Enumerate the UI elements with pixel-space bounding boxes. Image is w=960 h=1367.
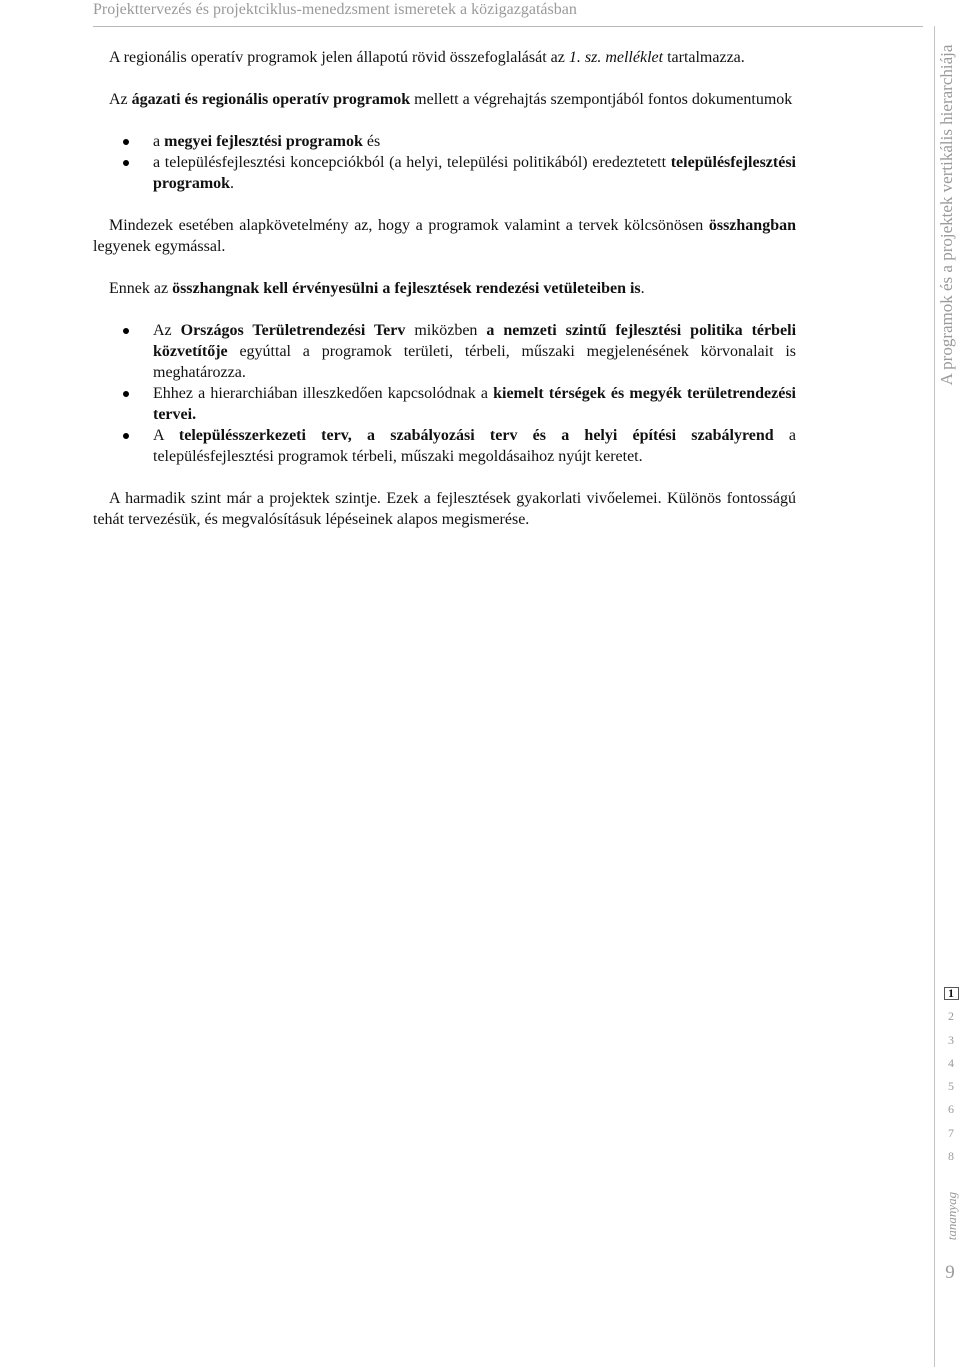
chapter-number: 7 bbox=[948, 1125, 954, 1140]
bullet-icon bbox=[123, 328, 129, 334]
paragraph-documents: Az ágazati és regionális operatív programok mellett a végrehajtás szempontjából fontos dokumentumok bbox=[109, 91, 793, 108]
list-item: Ehhez a hierarchiában illeszkedően kapcsolódnak a kiemelt térségek és megyék területrendezési tervei. bbox=[93, 383, 796, 425]
paragraph-annex-reference: A regionális operatív programok jelen állapotú rövid összefoglalását az 1. sz. melléklet tartalmazza. bbox=[109, 49, 745, 66]
annex-reference: 1. sz. melléklet bbox=[568, 49, 664, 66]
bullet-icon bbox=[123, 433, 129, 439]
chapter-number: 4 bbox=[948, 1055, 954, 1070]
chapter-number: 1 bbox=[944, 987, 959, 1000]
main-content bbox=[93, 47, 796, 530]
chapter-item-2[interactable] bbox=[940, 1009, 960, 1032]
chapter-item-4[interactable] bbox=[940, 1056, 960, 1079]
sidebar-label: tananyag bbox=[944, 1191, 959, 1241]
chapter-item-8[interactable] bbox=[940, 1149, 960, 1172]
chapter-item-3[interactable] bbox=[940, 1033, 960, 1056]
bullet-icon bbox=[123, 139, 129, 145]
page-number: 9 bbox=[945, 1262, 955, 1283]
chapter-number: 6 bbox=[948, 1102, 954, 1117]
list-item: a településfejlesztési koncepciókból (a helyi, települési politikából) eredeztetett településfejlesztési programok. bbox=[93, 152, 796, 194]
sidebar-chapter-title: A programok és a projektek vertikális hierarchiája bbox=[937, 44, 956, 386]
paragraph-projects: A harmadik szint már a projektek szintje. Ezek a fejlesztések gyakorlati vivőelemei. Különös fontosságú tehát tervezésük, és megvalósításuk lépéseinek alapos megismerése. bbox=[93, 490, 796, 528]
chapter-number: 5 bbox=[948, 1079, 954, 1094]
running-header bbox=[93, 0, 923, 27]
paragraph-regulation: Ennek az összhangnak kell érvényesülni a fejlesztések rendezési vetületeiben is. bbox=[109, 280, 645, 297]
list-item: Az Országos Területrendezési Terv miközben a nemzeti szintű fejlesztési politika térbeli közvetítője egyúttal a programok területi, térbeli, műszaki megjelenésének körvonalait is meghatározza. bbox=[93, 320, 796, 383]
bullet-icon bbox=[123, 160, 129, 166]
header-title: Projekttervezés és projektciklus-menedzsment ismeretek a közigazgatásban bbox=[93, 1, 577, 18]
chapter-item-6[interactable] bbox=[940, 1102, 960, 1125]
document-list bbox=[93, 131, 796, 194]
list-item: A településszerkezeti terv, a szabályozási terv és a helyi építési szabályrend a településfejlesztési programok térbeli, műszaki megoldásaihoz nyújt keretet. bbox=[93, 425, 796, 467]
list-item: a megyei fejlesztési programok és bbox=[93, 131, 796, 152]
bullet-icon bbox=[123, 391, 129, 397]
chapter-item-7[interactable] bbox=[940, 1126, 960, 1149]
planning-list bbox=[93, 320, 796, 467]
chapter-item-5[interactable] bbox=[940, 1079, 960, 1102]
chapter-number: 8 bbox=[948, 1149, 954, 1164]
chapter-item-1[interactable] bbox=[940, 986, 960, 1009]
chapter-number: 2 bbox=[948, 1009, 954, 1024]
chapter-number: 3 bbox=[948, 1032, 954, 1047]
chapter-navigation bbox=[940, 986, 960, 1172]
paragraph-harmony: Mindezek esetében alapkövetelmény az, hogy a programok valamint a tervek kölcsönösen összhangban legyenek egymással. bbox=[93, 217, 796, 255]
